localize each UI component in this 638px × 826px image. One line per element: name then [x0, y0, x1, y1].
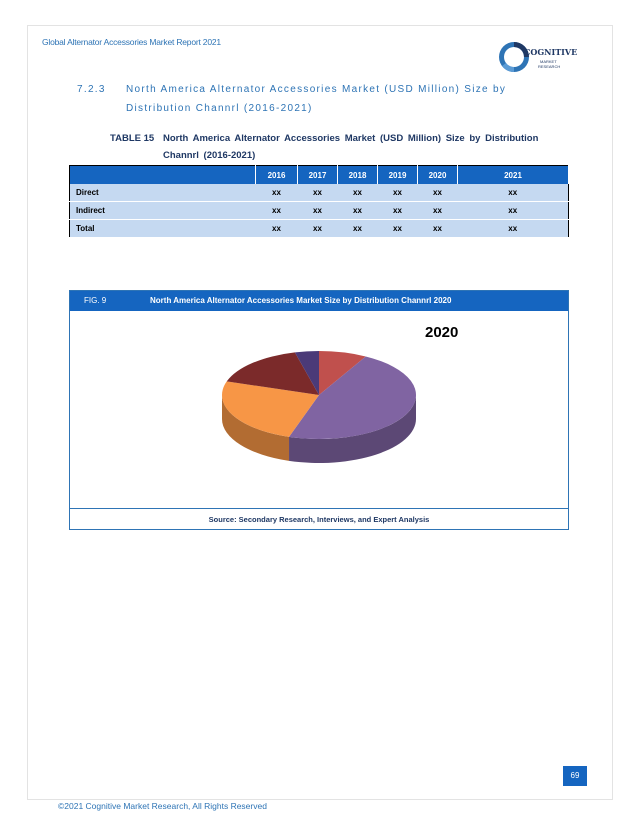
table-caption-text: North America Alternator Accessories Market (USD Million) Size by Distribution Channrl (2016-2021)	[163, 133, 539, 161]
figure-header	[70, 291, 568, 311]
table-header-cell: 2021	[458, 166, 569, 185]
row-label: Direct	[70, 184, 256, 202]
page-number: 69	[563, 766, 587, 786]
table-cell: xx	[458, 184, 569, 202]
table-cell: xx	[418, 202, 458, 220]
table-cell: xx	[256, 220, 298, 238]
figure-source: Source: Secondary Research, Interviews, and Expert Analysis	[208, 515, 430, 524]
table-header-cell: 2016	[256, 166, 298, 185]
table-cell: xx	[378, 220, 418, 238]
table-cell: xx	[418, 220, 458, 238]
pie-chart	[70, 311, 568, 507]
table-header-cell: 2018	[338, 166, 378, 185]
figure-body	[70, 311, 568, 509]
table-header-cell: 2017	[298, 166, 338, 185]
section-title: North America Alternator Accessories Market (USD Million) Size by Distribution Channrl (2016-2021)	[126, 84, 507, 114]
table-cell: xx	[458, 220, 569, 238]
cognitive-logo	[498, 38, 578, 76]
table-cell: xx	[256, 184, 298, 202]
figure-label: FIG. 9	[84, 296, 107, 305]
chart-title: 2020	[425, 324, 459, 341]
table-cell: xx	[298, 220, 338, 238]
table-row	[70, 202, 569, 220]
table-header-cell: 2020	[418, 166, 458, 185]
table-header-row	[70, 166, 569, 185]
market-size-table	[69, 165, 569, 238]
report-header-title: Global Alternator Accessories Market Report 2021	[42, 37, 221, 47]
table-row	[70, 220, 569, 238]
table-label: TABLE 15	[110, 133, 155, 144]
table-cell: xx	[256, 202, 298, 220]
table-cell: xx	[298, 184, 338, 202]
row-label: Indirect	[70, 202, 256, 220]
section-number: 7.2.3	[77, 84, 106, 95]
table-header-cell	[70, 166, 256, 185]
figure-title: North America Alternator Accessories Market Size by Distribution Channrl 2020	[150, 296, 452, 305]
table-cell: xx	[418, 184, 458, 202]
table-cell: xx	[378, 202, 418, 220]
table-cell: xx	[338, 202, 378, 220]
table-cell: xx	[338, 220, 378, 238]
figure-box	[69, 290, 569, 530]
table-cell: xx	[338, 184, 378, 202]
logo-sub2: RESEARCH	[538, 64, 561, 69]
table-cell: xx	[378, 184, 418, 202]
table-cell: xx	[298, 202, 338, 220]
logo-word: COGNITIVE	[524, 47, 578, 57]
table-row	[70, 184, 569, 202]
table-header-cell: 2019	[378, 166, 418, 185]
footer-copyright: ©2021 Cognitive Market Research, All Rights Reserved	[58, 801, 267, 811]
table-cell: xx	[458, 202, 569, 220]
row-label: Total	[70, 220, 256, 238]
logo-sub1: MARKET	[540, 59, 557, 64]
